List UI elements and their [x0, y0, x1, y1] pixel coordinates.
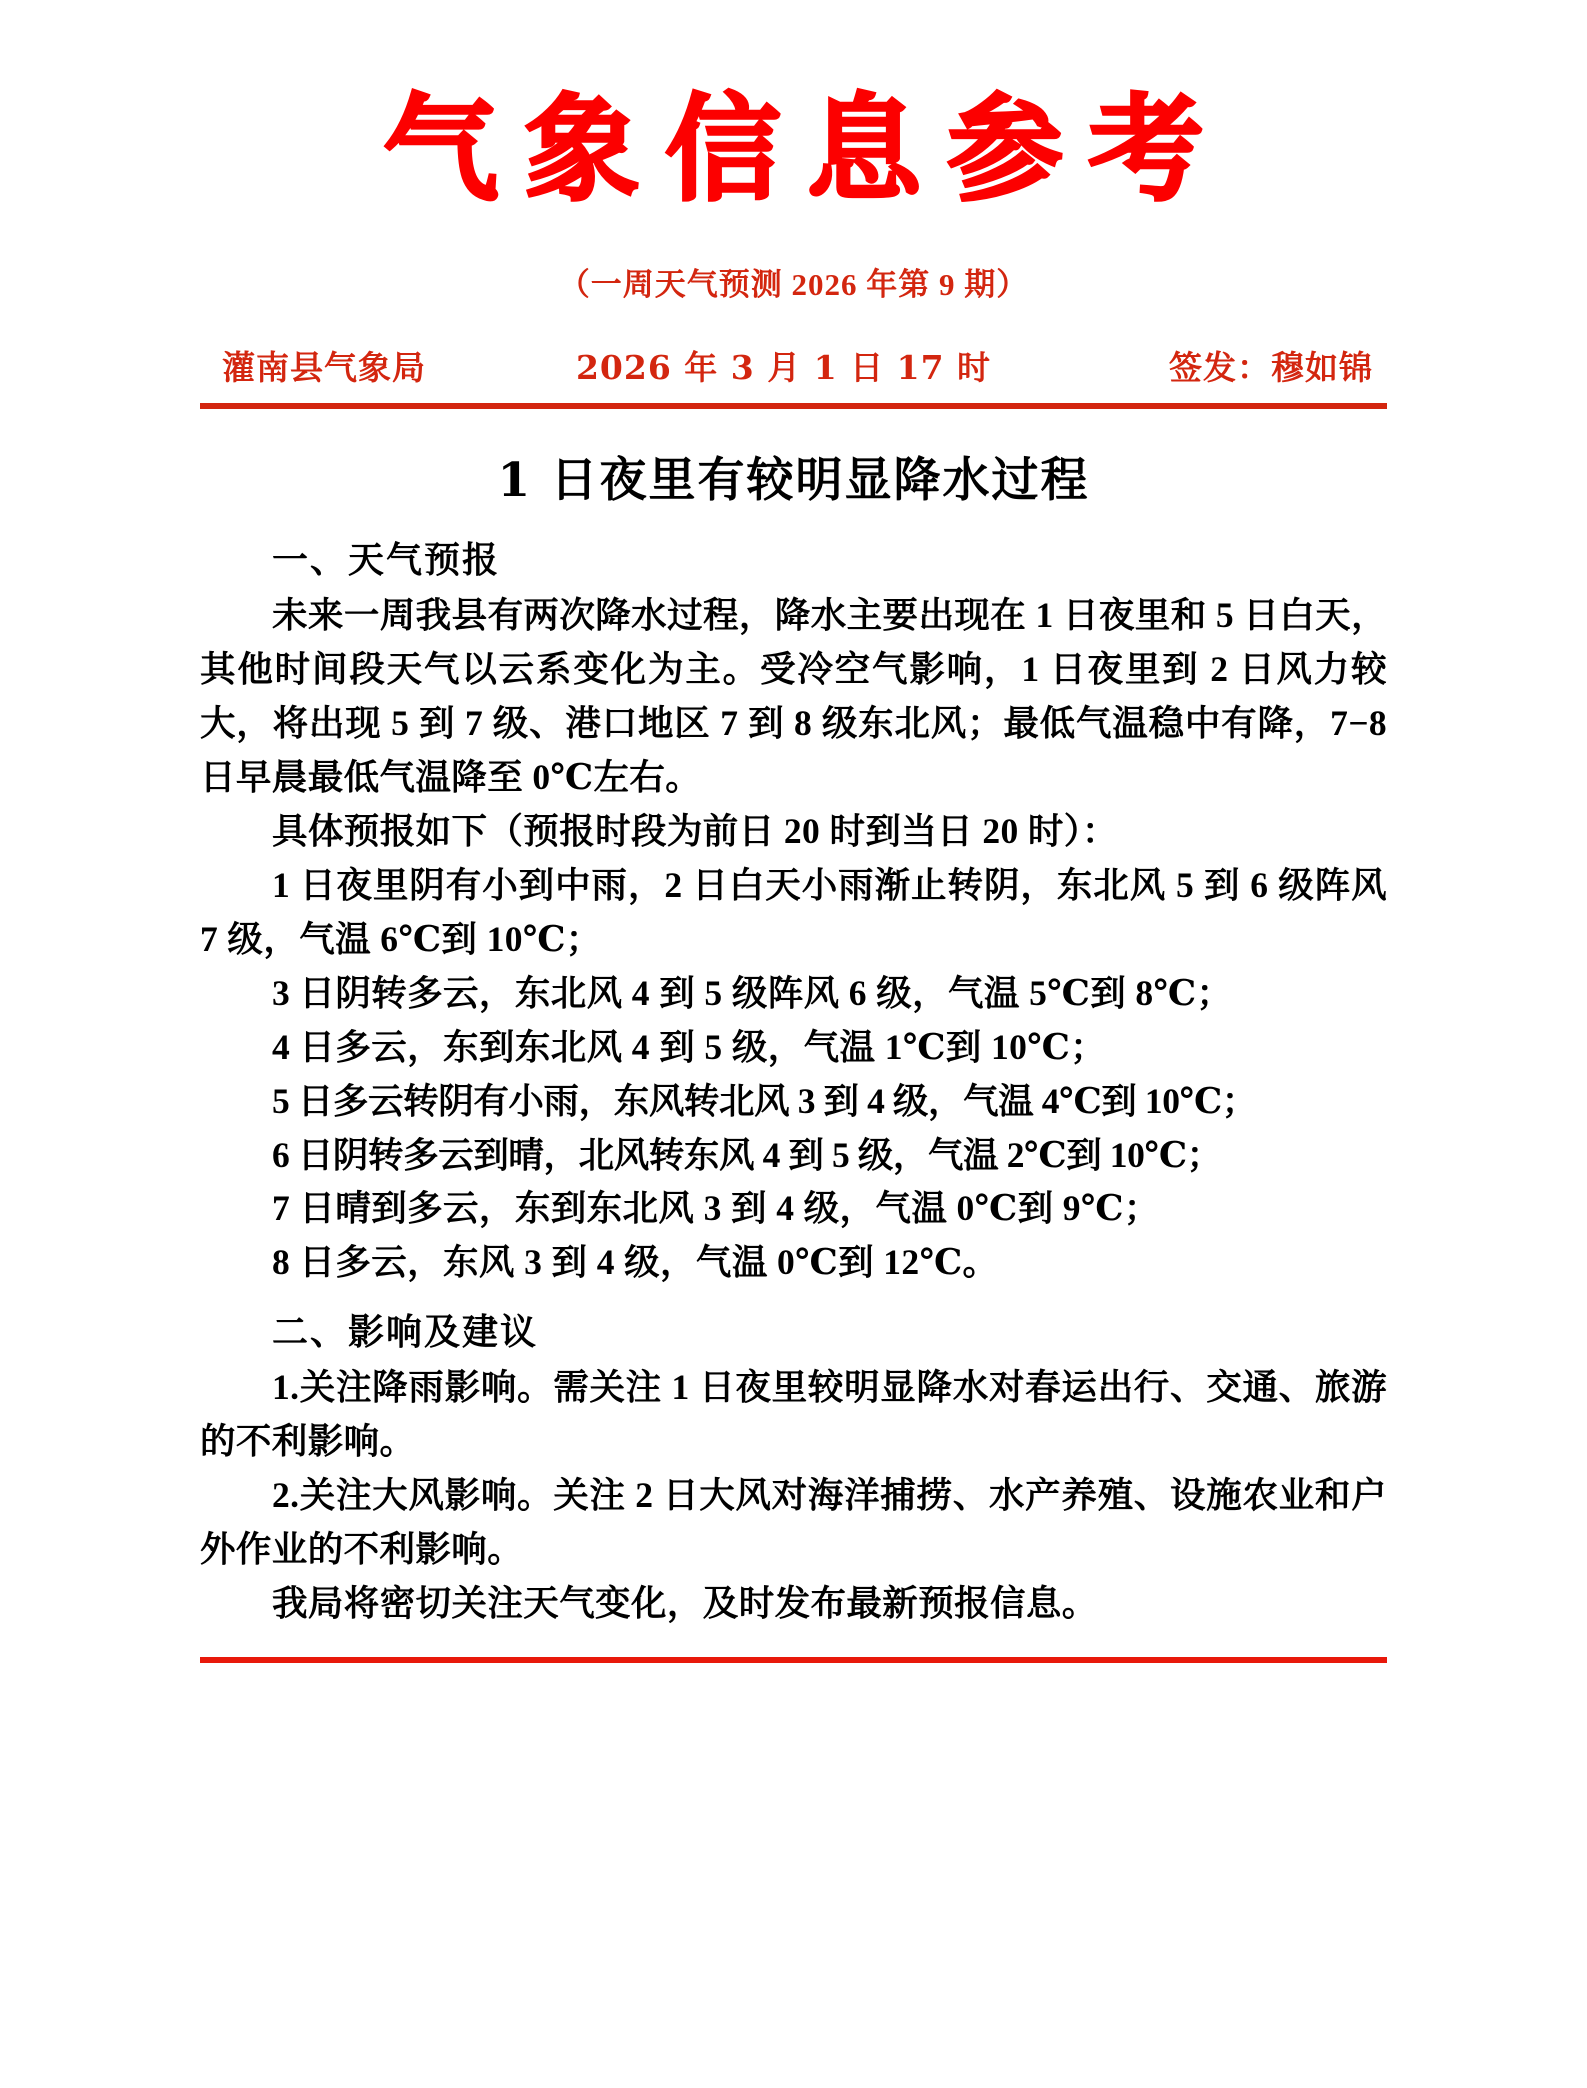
daily-forecast-day-4: 4 日多云，东到东北风 4 到 5 级，气温 1℃到 10℃； — [272, 1026, 1107, 1067]
footer-divider-rule — [200, 1657, 1387, 1663]
masthead — [200, 0, 1387, 217]
issuing-bureau: 灌南县气象局 — [222, 348, 426, 387]
signer: 签发：穆如锦 — [1169, 348, 1373, 387]
header-divider-rule — [200, 403, 1387, 409]
closing-paragraph: 我局将密切关注天气变化，及时发布最新预报信息。 — [272, 1583, 1098, 1624]
daily-forecast-day-8: 8 日多云，东风 3 到 4 级，气温 0℃到 12℃。 — [272, 1242, 999, 1283]
forecast-leadin-paragraph: 具体预报如下（预报时段为前日 20 时到当日 20 时）： — [272, 810, 1118, 851]
section-heading-impact: 二、影响及建议 — [272, 1312, 539, 1354]
header-meta-row — [200, 342, 1387, 389]
issue-datetime: 2026 年 3 月 1 日 17 时 — [575, 348, 992, 387]
forecast-overview-paragraph: 未来一周我县有两次降水过程，降水主要出现在 1 日夜里和 5 日白天，其他时间段天气以云系变化为主。受冷空气影响，1 日夜里到 2 日风力较大，将出现 5 到 7 级、港口地区 7 到 8 级东北风；最低气温稳中有降，7−8 日早晨最低气温降至 0℃左右。 — [200, 595, 1387, 797]
document-body — [200, 532, 1387, 1631]
daily-forecast-day-6: 6 日阴转多云到晴，北风转东风 4 到 5 级，气温 2℃到 10℃； — [272, 1134, 1222, 1175]
issue-number-line: （一周天气预测 2026 年第 9 期） — [558, 267, 1029, 302]
daily-forecast-day-7: 7 日晴到多云，东到东北风 3 到 4 级，气温 0℃到 9℃； — [272, 1188, 1160, 1229]
impact-item-2: 2.关注大风影响。关注 2 日大风对海洋捕捞、水产养殖、设施农业和户外作业的不利影响。 — [200, 1475, 1387, 1570]
section-heading-forecast: 一、天气预报 — [272, 540, 501, 581]
masthead-title: 气象信息参考 — [383, 82, 1230, 217]
page-title: 1 日夜里有较明显降水过程 — [497, 453, 1090, 508]
daily-forecast-day-3: 3 日阴转多云，东北风 4 到 5 级阵风 6 级，气温 5℃到 8℃； — [272, 972, 1233, 1013]
daily-forecast-day-1: 1 日夜里阴有小到中雨，2 日白天小雨渐止转阴，东北风 5 到 6 级阵风 7 级，气温 6℃到 10℃； — [200, 864, 1387, 959]
impact-item-1: 1.关注降雨影响。需关注 1 日夜里较明显降水对春运出行、交通、旅游的不利影响。 — [200, 1367, 1387, 1462]
daily-forecast-day-5: 5 日多云转阴有小雨，东风转北风 3 到 4 级，气温 4℃到 10℃； — [272, 1080, 1257, 1121]
